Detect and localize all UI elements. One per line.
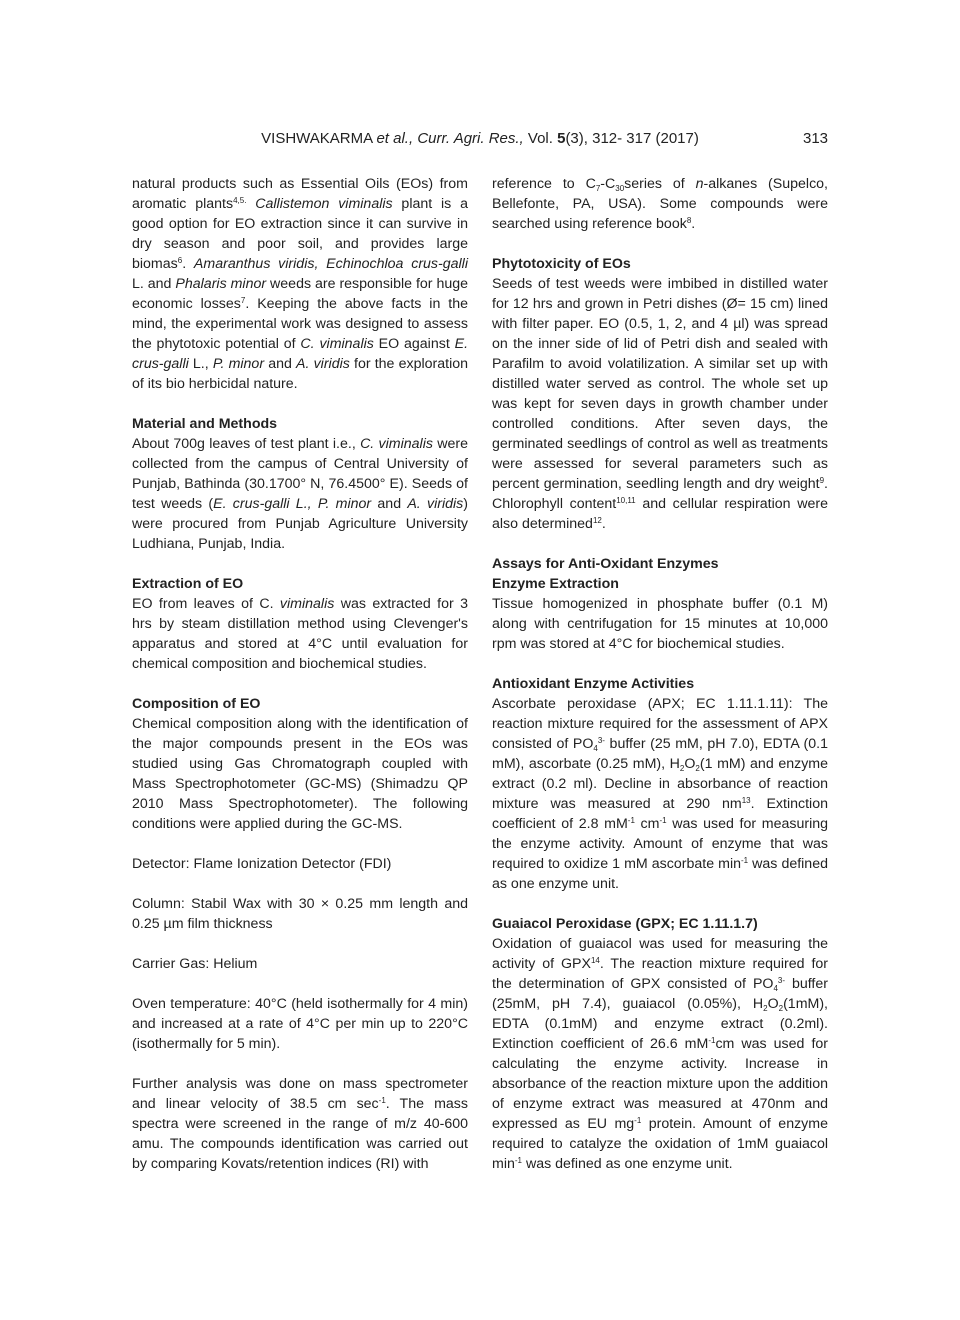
intro-paragraph: natural products such as Essential Oils (EOs) from aromatic plants$^{4,5.}$ Callistemon viminalis plant is a good option for EO extraction since it can survive in dry season and poor soil, and provides large biomas$^6$. Amaranthus viridis, Echinochloa crus-galli L. and Phalaris minor weeds are responsible for huge economic losses$^7$. Keeping the above facts in the mind, the experimental work was designed to assess the phytotoxic potential of C. viminalis EO against E. crus-galli L., P. minor and A. viridis for the exploration of its bio herbicidal nature. — [132, 176, 469, 392]
section-heading-composition: Composition of EO — [132, 696, 261, 712]
methods-paragraph: About 700g leaves of test plant i.e., C. viminalis were collected from the campus of Central University of Punjab, Bathinda (30.1700° N, 76.4500° E). Seeds of test weeds (E. crus-galli L., P. minor and A. viridis) were procured from Punjab Agriculture University Ludhiana, Punjab, India. — [132, 436, 469, 552]
page-number: 313 — [803, 130, 829, 147]
detector-line: Detector: Flame Ionization Detector (FDI) — [132, 856, 392, 872]
oven-line: Oven temperature: 40°C (held isothermally for 4 min) and increased at a rate of 4°C per min up to 220°C (isothermally for 5 min). — [132, 996, 468, 1052]
carrier-line: Carrier Gas: Helium — [132, 956, 258, 972]
enzyme-extraction-paragraph: Tissue homogenized in phosphate buffer (0.1 M) along with centrifugation for 15 minutes at 10,000 rpm was stored at 4°C for biochemical studies. — [492, 596, 828, 652]
phytotoxicity-paragraph: Seeds of test weeds were imbibed in distilled water for 12 hrs and grown in Petri dishes (Ø= 15 cm) lined with filter paper. EO (0.5, 1, 2, and 4 µl) was spread on the inner side of lid of Petri dish and sealed with Parafilm to avoid volatilization. A similar set up with distilled water served as control. The whole set up was kept for seven days in growth chamber under controlled conditions. After seven days, the germinated seedlings of control as well as treatments were assessed for several parameters such as percent germination, seedling length and dry weight$^9$. Chlorophyll content$^{10,11}$ and cellular respiration were also determined$^{12}$. — [492, 276, 828, 532]
journal-citation: VISHWAKARMA et al., Curr. Agri. Res., Vol. 5(3), 312- 317 (2017) — [261, 130, 699, 147]
section-heading-enzyme-extraction: Enzyme Extraction — [492, 576, 619, 592]
continued-paragraph: reference to $C_7-C_{30}series$ of n-alkanes (Supelco, Bellefonte, PA, USA). Some compounds were searched using reference book$^8$. — [492, 176, 828, 232]
section-heading-guaiacol: Guaiacol Peroxidase (GPX; EC 1.11.1.7) — [492, 916, 758, 932]
left-column — [132, 174, 468, 1174]
running-header — [0, 130, 960, 150]
antioxidant-paragraph: Ascorbate peroxidase (APX; EC 1.11.1.11): The reaction mixture required for the assessment of APX consisted of $PO_4^{3-}$ buffer (25 mM, pH 7.0), EDTA (0.1 mM), ascorbate (0.25 mM), $H_2O_2(1$ mM) and enzyme extract (0.2 ml). Decline in absorbance of reaction mixture was measured at 290 $nm^{13}$. Extinction coefficient of 2.8 $mM^{-1}$ $cm^{-1}$ was used for measuring the enzyme activity. Amount of enzyme that was required to oxidize 1 mM ascorbate $\min^{-1}$ was defined as one enzyme unit. — [492, 696, 829, 892]
section-heading-methods: Material and Methods — [132, 416, 278, 432]
right-column — [492, 174, 828, 1174]
section-heading-extraction: Extraction of EO — [132, 576, 244, 592]
further-analysis-paragraph: Further analysis was done on mass spectrometer and linear velocity of 38.5 cm $\sec^{-1}$. The mass spectra were screened in the range of m/z 40-600 amu. The compounds identification was carried out by comparing Kovats/retention indices (RI) with — [132, 1076, 468, 1172]
section-heading-phytotoxicity: Phytotoxicity of EOs — [492, 256, 631, 272]
section-heading-assays: Assays for Anti-Oxidant Enzymes — [492, 556, 719, 572]
column-line: Column: Stabil Wax with 30 × 0.25 mm length and 0.25 µm film thickness — [132, 896, 468, 932]
composition-paragraph: Chemical composition along with the identification of the major compounds present in the EOs was studied using Gas Chromatograph coupled with Mass Spectrophotometer (GC-MS) (Shimadzu QP 2010 Mass Spectrophotometer). The following conditions were applied during the GC-MS. — [132, 716, 468, 832]
extraction-paragraph: EO from leaves of C. viminalis was extracted for 3 hrs by steam distillation method using Clevenger's apparatus and stored at 4°C until evaluation for chemical composition and biochemical studies. — [132, 596, 468, 672]
guaiacol-paragraph: Oxidation of guaiacol was used for measuring the activity of GPX$^{14}$. The reaction mixture required for the determination of GPX consisted of $PO_4^{3-}$ buffer (25mM, pH 7.4), guaiacol (0.05%), $H_2O_2(1mM)$, EDTA (0.1mM) and enzyme extract (0.2ml). Extinction coefficient of 26.6 $mM^{-1}cm$ was used for calculating the enzyme activity. Increase in absorbance of the reaction mixture upon the addition of enzyme extract was measured at 470nm and expressed as EU $mg^{-1}$ protein. Amount of enzyme required to catalyze the oxidation of 1mM guaiacol $\min^{-1}$ was defined as one enzyme unit. — [492, 936, 829, 1172]
section-heading-antioxidant: Antioxidant Enzyme Activities — [492, 676, 695, 692]
